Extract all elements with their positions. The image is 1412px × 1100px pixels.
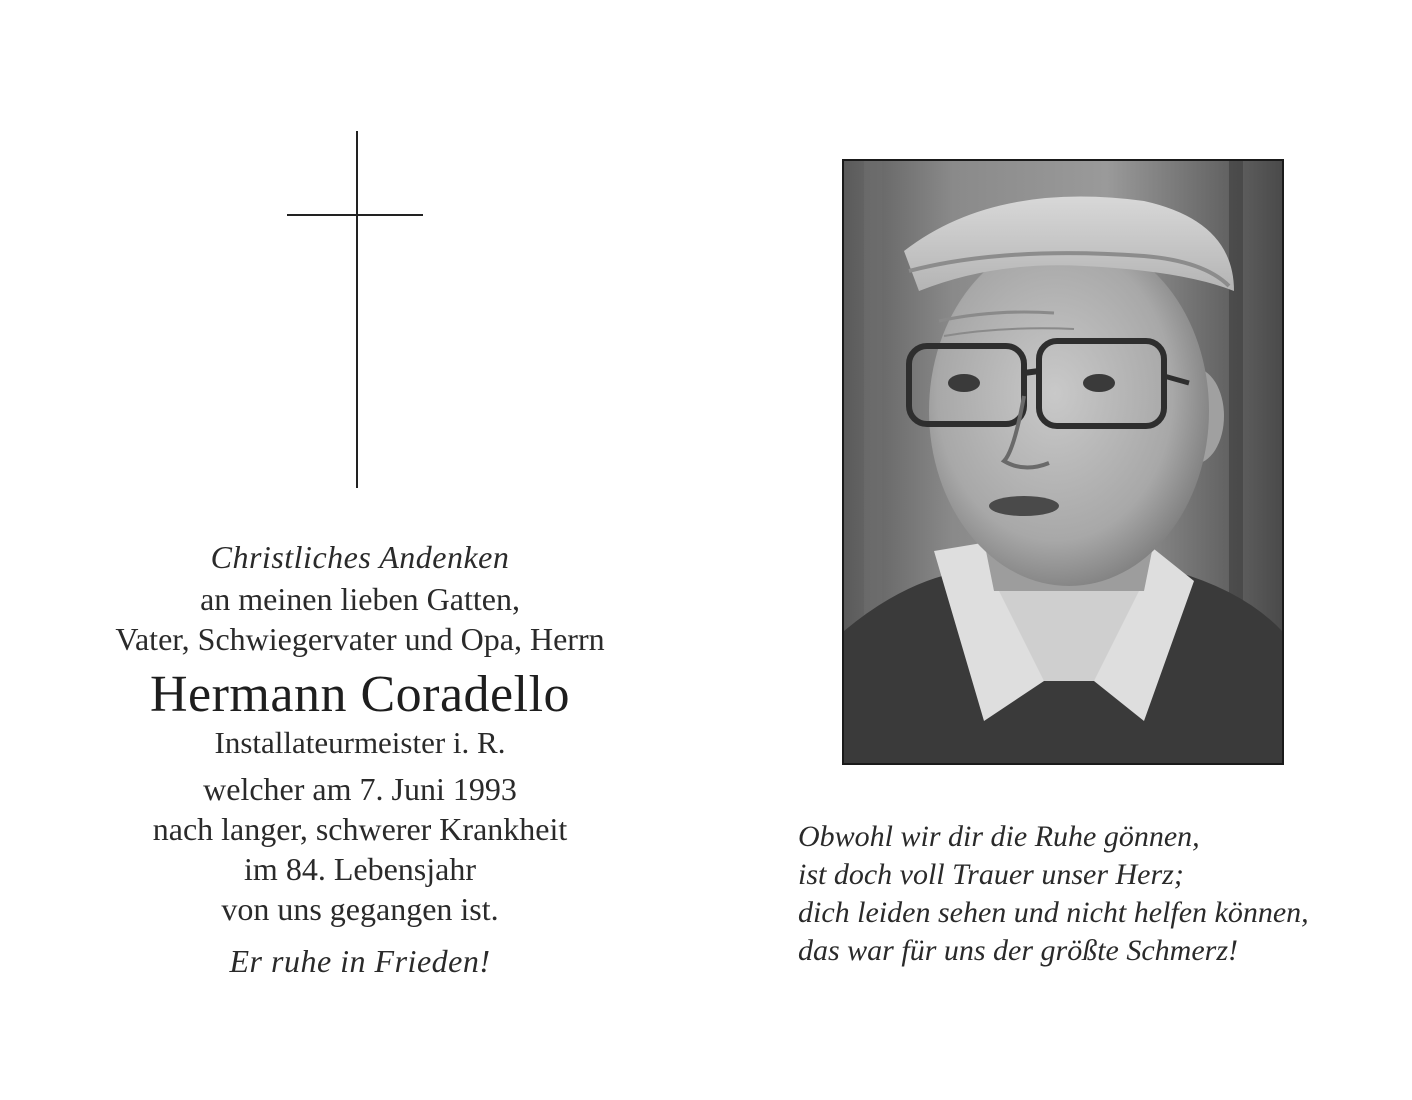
heading: Christliches Andenken bbox=[210, 539, 510, 575]
farewell: Er ruhe in Frieden! bbox=[229, 943, 491, 979]
portrait-image bbox=[844, 161, 1282, 763]
death-notice-line-3: im 84. Lebensjahr bbox=[244, 851, 476, 887]
poem bbox=[798, 818, 1378, 970]
poem-line-2: ist doch voll Trauer unser Herz; bbox=[798, 858, 1184, 891]
cross-horizontal-bar bbox=[287, 214, 423, 216]
poem-line-3: dich leiden sehen und nicht helfen können, bbox=[798, 896, 1309, 929]
poem-line-1: Obwohl wir dir die Ruhe gönnen, bbox=[798, 820, 1200, 853]
dedication-line-1: an meinen lieben Gatten, bbox=[200, 581, 520, 617]
death-notice-line-2: nach langer, schwerer Krankheit bbox=[152, 811, 568, 847]
deceased-name: Hermann Coradello bbox=[149, 666, 571, 723]
death-notice-line-1: welcher am 7. Juni 1993 bbox=[203, 771, 517, 807]
occupation: Installateurmeister i. R. bbox=[214, 725, 506, 760]
death-notice-line-4: von uns gegangen ist. bbox=[221, 891, 499, 927]
cross-vertical-bar bbox=[356, 131, 358, 488]
dedication-line-2: Vater, Schwiegervater und Opa, Herrn bbox=[115, 621, 605, 657]
poem-line-4: das war für uns der größte Schmerz! bbox=[798, 934, 1238, 967]
portrait-photo bbox=[842, 159, 1284, 765]
memorial-text bbox=[60, 535, 660, 981]
